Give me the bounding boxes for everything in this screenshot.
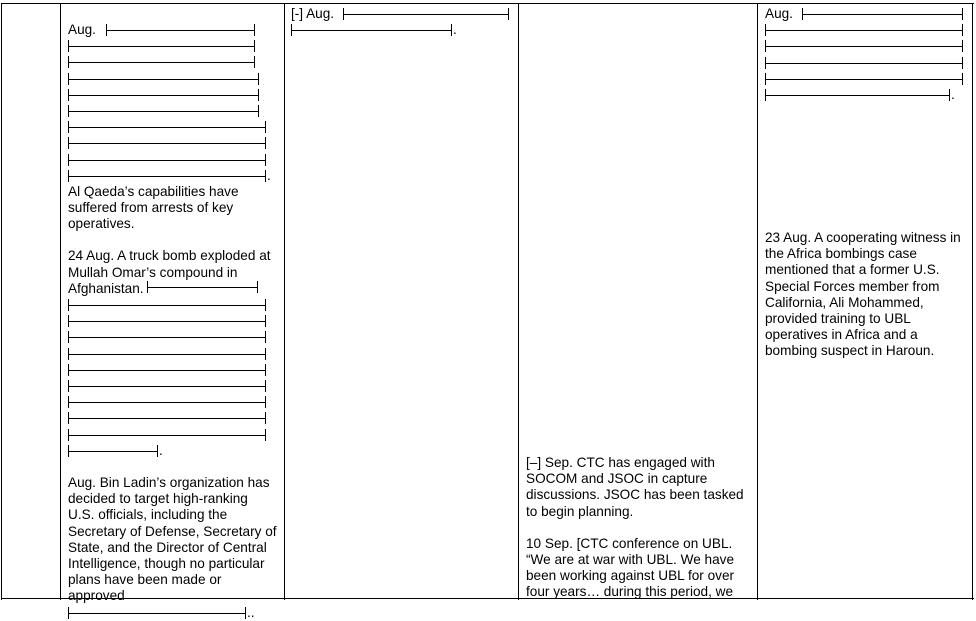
redaction-line xyxy=(68,346,278,362)
table-top-border xyxy=(1,3,974,4)
entry-end-mark: . xyxy=(159,442,163,458)
redaction-line xyxy=(68,168,278,184)
redaction-line xyxy=(291,6,513,22)
redaction-line xyxy=(68,427,278,443)
entry-text: 10 Sep. [CTC conference on UBL. “We are at war with UBL. We have been working against UBL for over four years… during this period, we xyxy=(526,535,735,600)
redaction-line xyxy=(765,71,968,87)
column-e-entry xyxy=(765,230,968,360)
redaction-line xyxy=(68,54,278,70)
redaction-line xyxy=(291,22,513,38)
redaction-line xyxy=(68,394,278,410)
redaction-line xyxy=(68,378,278,394)
redaction-line xyxy=(765,55,968,71)
entry-text-body: 24 Aug. A truck bomb exploded at Mullah Omar’s compound in Afghanistan. xyxy=(68,248,271,296)
redaction-line xyxy=(68,410,278,426)
entry-end-mark: . xyxy=(951,86,955,102)
redaction-line xyxy=(68,103,278,119)
redaction-line xyxy=(68,443,278,459)
redaction-line xyxy=(68,605,278,621)
redaction-line xyxy=(68,152,278,168)
entry-text: 23 Aug. A cooperating witness in the Africa bombings case mentioned that a former U.S. Special Forces member from California, Ali Mohammed, provided training to UBL operatives in Africa and a bombing suspect in Haroun. xyxy=(765,230,961,359)
redaction-line xyxy=(68,297,278,313)
redaction-line xyxy=(68,313,278,329)
redaction-line xyxy=(68,87,278,103)
column-divider-6 xyxy=(972,3,973,600)
redaction-line xyxy=(765,22,968,38)
entry-date-label: Aug. xyxy=(68,22,96,37)
entry-text xyxy=(68,248,278,297)
redaction-line xyxy=(765,6,968,22)
column-divider-1 xyxy=(1,3,2,600)
column-e xyxy=(765,6,968,103)
redaction-line xyxy=(68,22,278,38)
column-d xyxy=(526,455,754,601)
redaction-line xyxy=(68,119,278,135)
column-b xyxy=(68,22,278,621)
redaction-line xyxy=(68,71,278,87)
entry-end-mark: . xyxy=(453,22,457,38)
column-divider-4 xyxy=(518,3,519,600)
column-c xyxy=(291,6,513,38)
entry-end-mark: . xyxy=(267,167,271,183)
column-divider-5 xyxy=(757,3,758,600)
redaction-line xyxy=(68,362,278,378)
entry-date-label: [-] Aug. xyxy=(291,6,335,21)
column-divider-3 xyxy=(284,3,285,600)
entry-text: Aug. Bin Ladin’s organization has decided to target high-ranking U.S. officials, including the Secretary of Defense, Secretary of State, and the Director of Central Intelligence, though no particular plans have been made or approved xyxy=(68,474,277,604)
redaction-line xyxy=(68,135,278,151)
redaction-line xyxy=(765,38,968,54)
redaction-line xyxy=(68,329,278,345)
entry-text: Al Qaeda’s capabilities have suffered from arrests of key operatives. xyxy=(68,183,239,232)
entry-end-mark: .. xyxy=(247,604,255,620)
entry-text: [–] Sep. CTC has engaged with SOCOM and JSOC in capture discussions. JSOC has been tasked to begin planning. xyxy=(526,455,744,519)
redaction-line xyxy=(68,38,278,54)
column-divider-2 xyxy=(60,3,61,600)
entry-date-label: Aug. xyxy=(765,6,793,21)
redaction-line xyxy=(765,87,968,103)
